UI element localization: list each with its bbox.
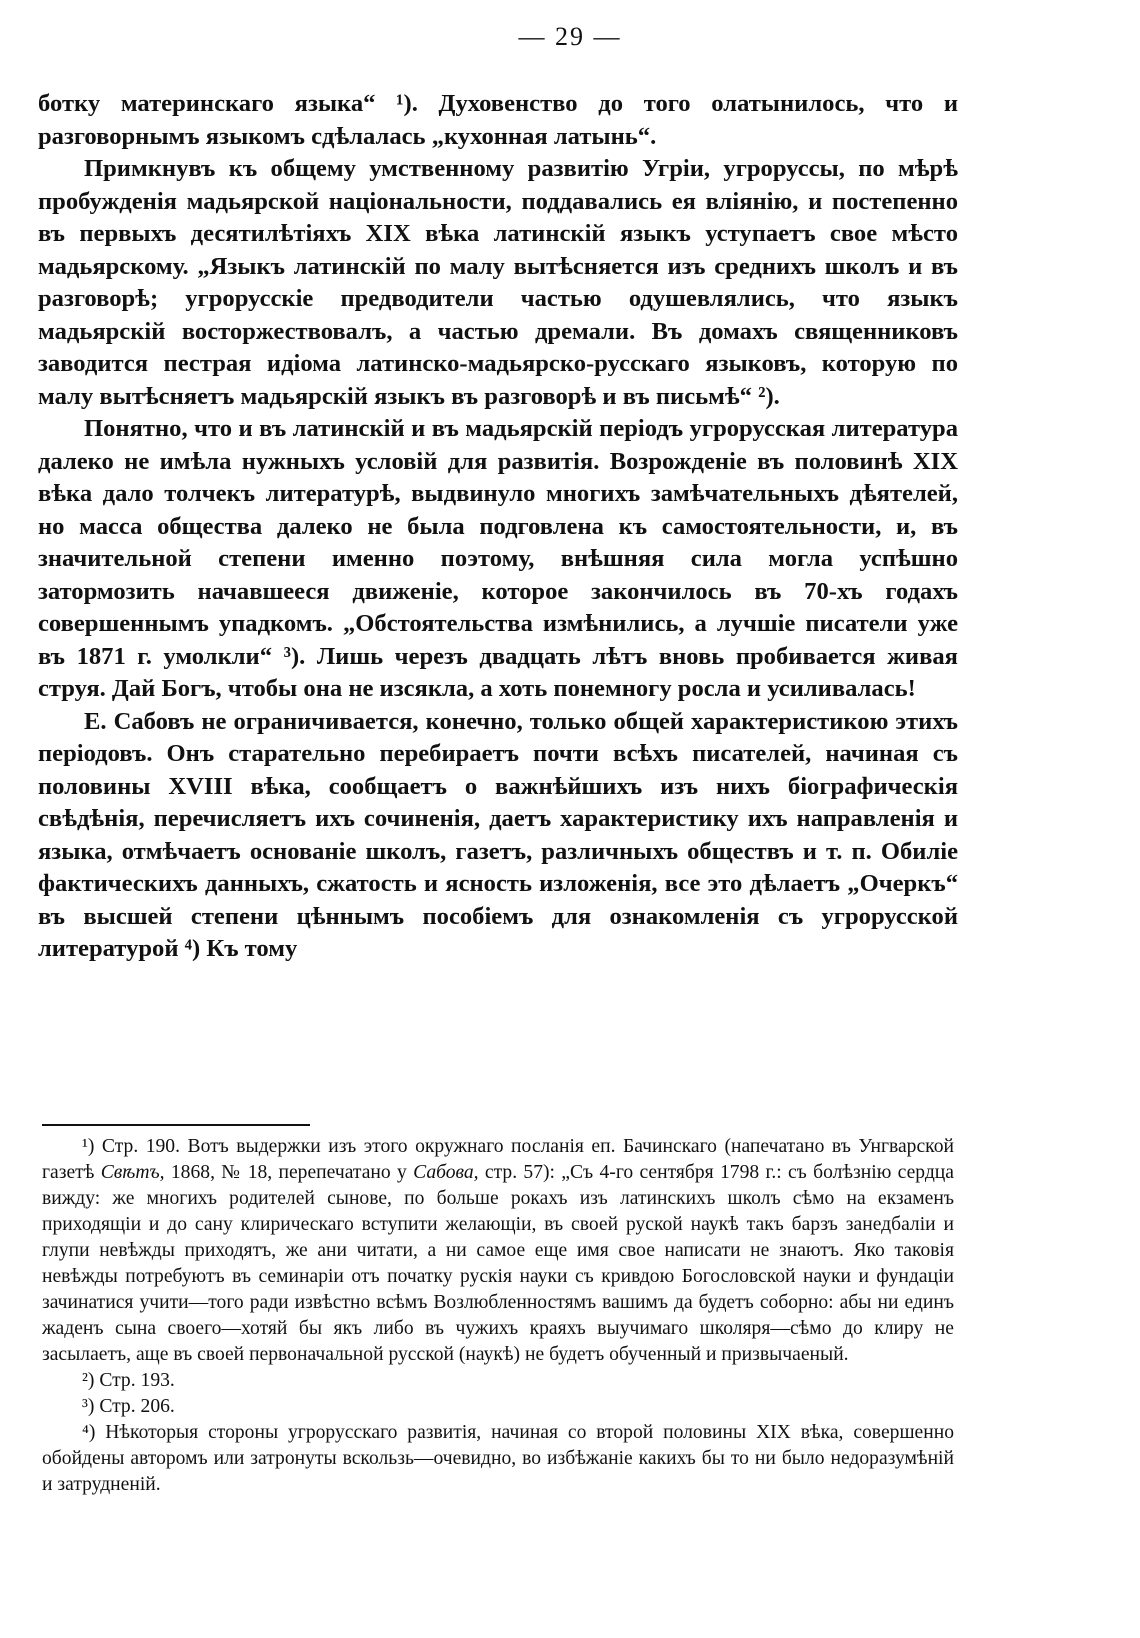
footnote-2-mark: ²) [82, 1370, 95, 1391]
footnote-1-italic-a: Свѣтъ, [100, 1162, 165, 1183]
footnote-3-text: Стр. 206. [99, 1396, 175, 1417]
footnote-1-mark: ¹) [82, 1136, 95, 1157]
footnote-1 [42, 1134, 954, 1368]
paragraph-1: ботку материнскаго языка“ ¹). Духовенство до того олатынилось, что и разговорнымъ языкомъ сдѣлалась „кухонная латынь“. [38, 90, 958, 150]
footnote-1-text-c: стр. 57): „Съ 4-го сентября 1798 г.: съ болѣзнію сердца вижду: же многихъ родителей сынове, по больше рокахъ изъ латинскихъ школъ сѣмо на екзаменъ приходящіи и до сану клирическаго вступити желающіи, въ своей руской наукѣ такъ барзъ занедбаліи и глупи невѣжды приходятъ, же ани читати, а ни самое еще имя свое написати не знаютъ. Яко таковія невѣжды потребуютъ въ семинаріи отъ початку рускія науки съ кривдою Богословской науки и фундаціи зачинатися учити—того ради извѣстно всѣмъ Возлюбленностямъ вашимъ да будетъ соборно: абы ни единъ жаденъ сына своего—хотяй бы якъ либо въ чужихъ краяхъ выучимаго школяря—сѣмо до клиру не засылаетъ, аще въ своей первоначальной русской (наукѣ) не будетъ обученный и призвычаеный. [42, 1162, 954, 1365]
footnote-4 [42, 1420, 954, 1498]
footnote-3 [42, 1394, 954, 1420]
footnote-2 [42, 1368, 954, 1394]
footnote-1-italic-b: Сабова, [413, 1162, 479, 1183]
footnote-3-mark: ³) [82, 1396, 95, 1417]
paragraph-2: Примкнувъ къ общему умственному развитію Угріи, угроруссы, по мѣрѣ пробужденія мадьярской національности, поддавались ея вліянію, и постепенно въ первыхъ десятилѣтіяхъ XIX вѣка латинскій языкъ уступаетъ свое мѣсто мадьярскому. „Языкъ латинскій по малу вытѣсняется изъ среднихъ школъ и въ разговорѣ; угрорусскіе предводители частью одушевлялись, что языкъ мадьярскій восторжествовалъ, а частью дремали. Въ домахъ священниковъ заводится пестрая идіома латинско-мадьярско-русскаго языковъ, которую по малу вытѣсняетъ мадьярскій языкъ въ разговорѣ и въ письмѣ“ ²). [38, 155, 958, 410]
footnotes [42, 1134, 954, 1498]
main-text [38, 88, 958, 966]
paragraph-4: Е. Сабовъ не ограничивается, конечно, только общей характеристикою этихъ періодовъ. Онъ старательно перебираетъ почти всѣхъ писателей, начиная съ половины XVIII вѣка, сообщаетъ о важнѣйшихъ изъ нихъ біографическія свѣдѣнія, перечисляетъ ихъ сочиненія, даетъ характеристику ихъ направленія и языка, отмѣчаетъ основаніе школъ, газетъ, различныхъ обществъ и т. п. Обиліе фактическихъ данныхъ, сжатость и ясность изложенія, все это дѣлаетъ „Очеркъ“ въ высшей степени цѣннымъ пособіемъ для ознакомленія съ угрорусской литературой ⁴) Къ тому [38, 707, 958, 962]
footnote-1-text-a: Стр. 190. Вотъ выдержки изъ этого окружнаго посланія еп. Бачинскаго (напечатано въ Унгварской газетѣ [42, 1136, 954, 1183]
footnote-4-text: Нѣкоторыя стороны угрорусскаго развитія, начиная со второй половины XIX вѣка, совершенно обойдены авторомъ или затронуты вскользь—очевидно, во избѣжаніе какихъ бы то ни было недоразумѣній и затрудненій. [42, 1422, 954, 1495]
footnote-divider [42, 1124, 310, 1126]
page-number: — 29 — [518, 22, 622, 51]
footnote-2-text: Стр. 193. [99, 1370, 175, 1391]
paragraph-3: Понятно, что и въ латинскій и въ мадьярскій періодъ угрорусская литература далеко не имѣла нужныхъ условій для развитія. Возрожденіе въ половинѣ XIX вѣка дало толчекъ литературѣ, выдвинуло многихъ замѣчательныхъ дѣятелей, но масса общества далеко не была подговлена къ самостоятельности, и, въ значительной степени именно поэтому, внѣшняя сила могла успѣшно затормозить начавшееся движеніе, которое закончилось въ 70-хъ годахъ совершеннымъ упадкомъ. „Обстоятельства измѣнились, а лучшіе писатели уже въ 1871 г. умолкли“ ³). Лишь черезъ двадцать лѣтъ вновь пробивается живая струя. Дай Богъ, чтобы она не изсякла, а хоть понемногу росла и усиливалась! [38, 415, 958, 702]
footnote-4-mark: ⁴) [82, 1422, 96, 1443]
footnote-1-text-b: 1868, № 18, перепечатано у [170, 1162, 407, 1183]
